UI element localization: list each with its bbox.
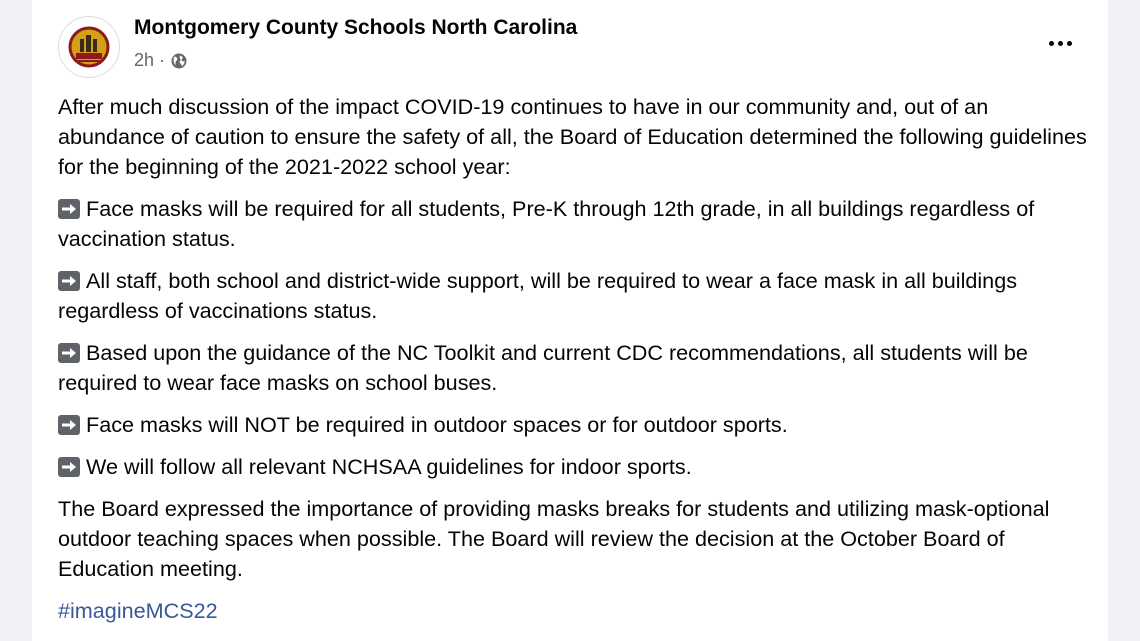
bullet-item [58, 266, 1088, 326]
page-name[interactable]: Montgomery County Schools North Carolina [134, 16, 578, 39]
bullet-text: Face masks will NOT be required in outdoor spaces or for outdoor sports. [86, 412, 788, 437]
post-intro: After much discussion of the impact COVID-19 continues to have in our community and, out of an abundance of caution to ensure the safety of all, the Board of Education determined the following guidelines for the beginning of the 2021-2022 school year: [58, 94, 1087, 179]
school-logo-icon [59, 17, 119, 77]
bullet-text: All staff, both school and district-wide support, will be required to wear a face mask in all buildings regardless of vaccinations status. [58, 268, 1017, 323]
bullet-text: Face masks will be required for all students, Pre-K through 12th grade, in all buildings regardless of vaccination status. [58, 196, 1035, 251]
hashtag-paragraph [58, 596, 1088, 626]
bullet-text: Based upon the guidance of the NC Toolkit and current CDC recommendations, all students will be required to wear face masks on school buses. [58, 340, 1028, 395]
hashtag-link[interactable]: #imagineMCS22 [58, 598, 218, 623]
right-arrow-icon [58, 457, 80, 477]
more-dot-icon [1049, 41, 1054, 46]
globe-icon[interactable] [170, 52, 188, 70]
post-card [32, 0, 1108, 641]
bullet-item [58, 338, 1088, 398]
bullet-item [58, 452, 1088, 482]
bullet-item [58, 410, 1088, 440]
more-dot-icon [1067, 41, 1072, 46]
post-header [32, 0, 1108, 90]
right-arrow-icon [58, 343, 80, 363]
page-avatar[interactable] [58, 16, 120, 78]
right-arrow-icon [58, 199, 80, 219]
right-arrow-icon [58, 415, 80, 435]
post-meta [134, 50, 188, 71]
right-arrow-icon [58, 271, 80, 291]
post-body [58, 92, 1088, 638]
more-dot-icon [1058, 41, 1063, 46]
bullet-text: We will follow all relevant NCHSAA guidelines for indoor sports. [86, 454, 692, 479]
post-time[interactable]: 2h [134, 50, 155, 70]
more-options-button[interactable] [1040, 28, 1080, 58]
meta-separator: · [159, 50, 166, 70]
bullet-item [58, 194, 1088, 254]
post-closing: The Board expressed the importance of providing masks breaks for students and utilizing mask-optional outdoor teaching spaces when possible. The Board will review the decision at the October Board of Education meeting. [58, 496, 1050, 581]
